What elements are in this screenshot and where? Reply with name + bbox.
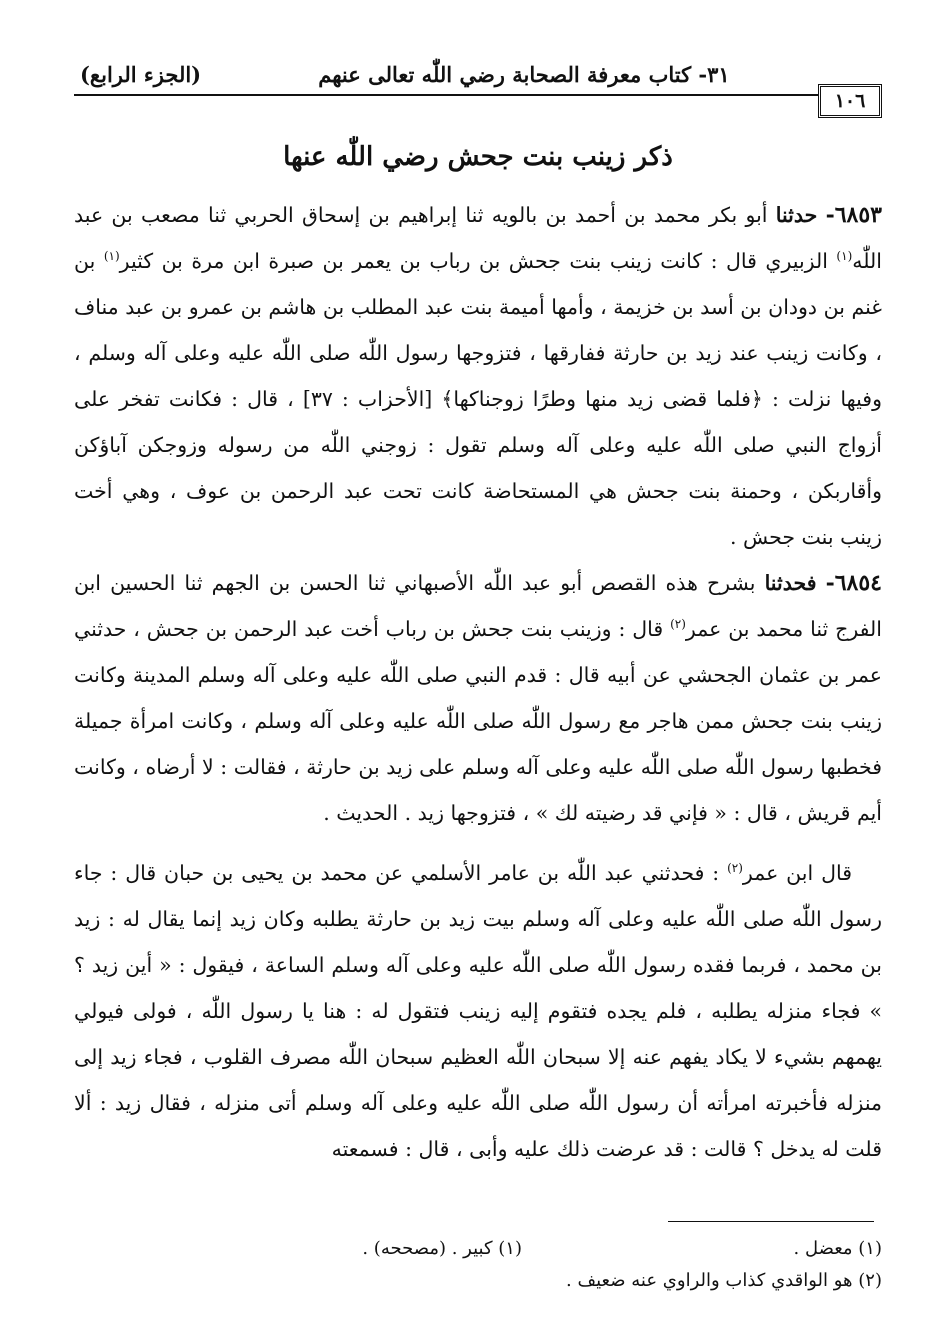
hadith-text: بشرح هذه القصص أبو عبد اللّٰه الأصبهاني ثنا الحسن بن الجهم ثنا الحسين ابن الفرج ثنا محمد بن عمر — [74, 571, 882, 641]
footnote-item — [794, 1233, 882, 1265]
footnote-row — [74, 1265, 882, 1297]
footnote-item — [362, 1233, 522, 1265]
footnote-ref: (٢) — [727, 861, 743, 876]
hadith-6854 — [74, 560, 882, 836]
hadith-text: أبو بكر محمد بن أحمد بن بالويه ثنا إبراهيم بن إسحاق الحربي ثنا مصعب بن عبد اللّٰه — [74, 203, 882, 273]
footnotes — [74, 1233, 882, 1297]
running-header — [74, 62, 882, 120]
footnote-ref: (١) — [836, 249, 853, 264]
hadith-number: ٦٨٥٤- — [825, 570, 882, 596]
volume-label: (الجزء الرابع) — [80, 62, 202, 87]
footnote-text: هو الواقدي كذاب والراوي عنه ضعيف . — [566, 1270, 853, 1291]
hadith-6853 — [74, 192, 882, 560]
hadith-number: ٦٨٥٣- — [825, 202, 882, 228]
footnote-text: كبير . (مصححه) . — [362, 1238, 493, 1259]
paragraph-text: : فحدثني عبد اللّٰه بن عامر الأسلمي عن محمد بن يحيى بن حبان قال : جاء رسول اللّٰه صلى اللّٰه عليه وعلى آله وسلم بيت زيد بن حارثة يطلبه وكان زيد إنما يقال له : زيد بن محمد ، فربما فقده رسول اللّٰه صلى اللّٰه عليه وعلى آله وسلم الساعة ، فيقول : « أين زيد ؟ » فجاء منزله يطلبه ، فلم يجده فتقوم إليه زينب فتقول له : هنا يا رسول اللّٰه ، فولى فيولي يهمهم بشيء لا يكاد يفهم عنه إلا سبحان اللّٰه العظيم سبحان اللّٰه مصرف القلوب ، فجاء زيد إلى منزله فأخبرته امرأته أن رسول اللّٰه صلى اللّٰه عليه وعلى آله وسلم أتى منزله ، فقال زيد : ألا قلت له يدخل ؟ قالت : قد عرضت ذلك عليه وأبى ، قال : فسمعته — [74, 861, 882, 1161]
footnote-divider — [668, 1221, 874, 1222]
footnote-marker: (١) — [858, 1238, 882, 1259]
hadith-text: قال : وزينب بنت جحش بن رباب أخت عبد الرحمن بن جحش ، حدثني عمر بن عثمان الجحشي عن أبيه قال : قدم النبي صلى اللّٰه عليه وعلى آله وسلم المدينة وكانت زينب بنت جحش ممن هاجر مع رسول اللّٰه صلى اللّٰه عليه وعلى آله وسلم ، وكانت امرأة جميلة فخطبها رسول اللّٰه صلى اللّٰه عليه وعلى آله وسلم على زيد بن حارثة ، فقالت : لا أرضاه ، وكانت أيم قريش ، قال : « فإني قد رضيته لك » ، فتزوجها زيد . الحديث . — [74, 617, 882, 825]
hadith-keyword: حدثنا — [775, 203, 818, 227]
page-number: ١٠٦ — [818, 84, 882, 118]
footnote-ref: (٢) — [670, 617, 686, 632]
hadith-keyword: فحدثنا — [764, 571, 817, 595]
footnote-row — [74, 1233, 882, 1265]
footnote-text: معضل . — [793, 1238, 853, 1259]
section-title: ذكر زينب بنت جحش رضي اللّٰه عنها — [283, 142, 673, 172]
header-rule — [74, 94, 818, 96]
footnote-ref: (١) — [103, 249, 120, 264]
footnote-item — [566, 1265, 882, 1297]
paragraph-text: قال ابن عمر — [742, 861, 853, 885]
narration-paragraph — [74, 850, 882, 1172]
footnote-marker: (١) — [498, 1238, 522, 1259]
footnote-marker: (٢) — [858, 1270, 882, 1291]
hadith-text: الزبيري قال : كانت زينب بنت جحش بن رباب بن يعمر بن صبرة ابن مرة بن كثير — [119, 249, 828, 273]
main-text — [74, 192, 882, 1172]
hadith-text: بن غنم بن دودان بن أسد بن خزيمة ، وأمها أميمة بنت عبد المطلب بن هاشم بن عمرو بن عبد مناف ، وكانت زينب عند زيد بن حارثة ففارقها ، فتزوجها رسول اللّٰه صلى اللّٰه عليه وعلى آله وسلم ، وفيها نزلت : ﴿فلما قضى زيد منها وطرًا زوجناكها﴾ [الأحزاب : ٣٧] ، قال : فكانت تفخر على أزواج النبي صلى اللّٰه عليه وعلى آله وسلم تقول : زوجني اللّٰه من رسوله وزوجكن آباؤكن وأقاربكن ، وحمنة بنت جحش هي المستحاضة كانت تحت عبد الرحمن بن عوف ، وهي أخت زينب بنت جحش . — [74, 249, 882, 549]
chapter-title: ٣١- كتاب معرفة الصحابة رضي اللّٰه تعالى عنهم — [318, 62, 730, 87]
